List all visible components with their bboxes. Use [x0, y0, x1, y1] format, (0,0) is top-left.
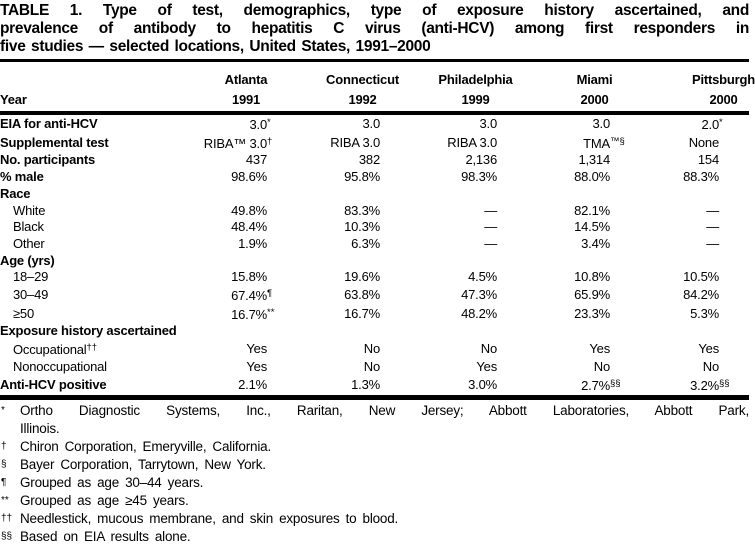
title-line: TABLE 1. Type of test, demographics, type of exposure history ascertained, and — [0, 2, 749, 19]
table-row — [0, 186, 749, 203]
footnote-marker: * — [1, 404, 5, 416]
data-cell — [509, 269, 622, 286]
footnote-text: Grouped as age ≥45 years. — [20, 492, 189, 508]
cell-value: No — [363, 358, 380, 374]
cell-value: 2.1% — [238, 376, 267, 392]
data-cell — [622, 286, 749, 305]
cell-value: 5.3% — [690, 305, 719, 321]
row-label — [0, 219, 161, 236]
cell-value: 2,136 — [465, 152, 497, 168]
empty-cell — [279, 186, 392, 203]
city-label: Atlanta — [224, 72, 268, 87]
empty-cell — [279, 323, 392, 340]
row-label-text: Race — [0, 185, 31, 201]
data-cell — [279, 286, 392, 305]
row-label-text: Age (yrs) — [0, 252, 55, 268]
cell-value: 3.4% — [581, 235, 610, 251]
cell-value: No — [363, 341, 380, 357]
cell-value: 3.0 — [592, 116, 610, 131]
cell-value: Yes — [698, 341, 719, 357]
header-row-cities — [0, 62, 749, 91]
hcv-prevalence-table — [0, 62, 755, 400]
cell-value: 48.4% — [231, 219, 267, 235]
cell-value: No — [480, 341, 497, 357]
footnote — [0, 456, 749, 474]
data-cell — [161, 376, 279, 398]
footnote — [0, 528, 749, 546]
data-cell: TMA™§ — [583, 135, 625, 151]
column-header-year — [622, 91, 749, 113]
cell-value: 49.8% — [231, 202, 267, 218]
cell-value: 84.2% — [683, 287, 719, 303]
cell-value: TMA — [583, 135, 610, 151]
empty-cell — [622, 323, 749, 340]
table-row — [0, 376, 749, 398]
row-label-text: ≥50 — [13, 305, 34, 321]
column-header-philadelphia — [392, 62, 513, 91]
header-row-years — [0, 91, 749, 113]
data-cell — [161, 219, 279, 236]
row-label — [0, 169, 161, 186]
column-header-year — [161, 91, 279, 113]
data-cell — [509, 340, 622, 359]
row-label-text: Anti-HCV positive — [0, 376, 107, 392]
cell-value: — — [484, 219, 497, 235]
empty-cell — [509, 253, 622, 270]
cell-value: 16.7% — [344, 305, 380, 321]
footnote-text: Chiron Corporation, Emeryville, California. — [20, 438, 271, 454]
empty-cell — [279, 253, 392, 270]
empty-cell — [161, 323, 279, 340]
year-row-label: Year — [0, 91, 161, 113]
cell-value: 95.8% — [344, 169, 380, 185]
table-row — [0, 113, 749, 134]
cell-value: 98.6% — [231, 169, 267, 185]
data-cell: 2.0* — [701, 117, 723, 132]
table-row — [0, 286, 749, 305]
cell-value: 88.0% — [574, 169, 610, 185]
table-row — [0, 169, 749, 186]
row-label-text: Supplemental test — [0, 134, 109, 150]
column-header-year — [392, 91, 509, 113]
data-cell — [161, 359, 279, 376]
cell-value: RIBA™ 3.0 — [203, 135, 267, 151]
cell-value: 65.9% — [574, 287, 610, 303]
table-row — [0, 203, 749, 220]
data-cell — [161, 152, 279, 169]
row-label — [0, 134, 161, 153]
column-header-year — [279, 91, 392, 113]
footnote-marker: † — [1, 440, 7, 452]
data-cell — [392, 219, 509, 236]
table-row — [0, 219, 749, 236]
cell-value: 98.3% — [461, 169, 497, 185]
data-cell — [392, 340, 509, 359]
cell-value: No — [702, 358, 719, 374]
row-label: Occupational†† — [13, 342, 98, 358]
footnote-marker: †† — [1, 512, 13, 524]
data-cell — [161, 340, 279, 359]
footnote-text: Illinois. — [20, 420, 60, 436]
cell-value: None — [688, 134, 719, 150]
cell-value: 19.6% — [344, 269, 380, 285]
cell-value: RIBA 3.0 — [447, 134, 497, 150]
row-label — [0, 253, 161, 270]
cell-value: 382 — [358, 152, 380, 168]
table-row — [0, 340, 749, 359]
data-cell — [392, 376, 509, 398]
row-label — [0, 113, 161, 134]
data-cell — [509, 152, 622, 169]
data-cell — [279, 203, 392, 220]
cell-value: RIBA 3.0 — [330, 134, 380, 150]
data-cell — [279, 340, 392, 359]
row-label — [0, 359, 161, 376]
table-row — [0, 236, 749, 253]
year-label: 1999 — [461, 92, 490, 107]
cell-value: 88.3% — [683, 169, 719, 185]
row-label-text: White — [13, 202, 46, 218]
row-label — [0, 305, 161, 324]
data-cell — [279, 269, 392, 286]
cell-value: 437 — [245, 152, 267, 168]
row-label — [0, 269, 161, 286]
footnote-text: Ortho Diagnostic Systems, Inc., Raritan, New Jersey; Abbott Laboratories, Abbott Park, — [20, 402, 749, 418]
cell-value: 82.1% — [574, 202, 610, 218]
cell-value: 3.0 — [479, 116, 497, 131]
cell-value: — — [484, 202, 497, 218]
data-cell — [392, 203, 509, 220]
data-cell — [279, 305, 392, 324]
cell-value: No — [593, 358, 610, 374]
row-label-text: % male — [0, 169, 44, 185]
year-label: 2000 — [580, 92, 609, 107]
data-cell — [622, 219, 749, 236]
year-label: 1992 — [348, 92, 377, 107]
table-row — [0, 134, 749, 153]
data-cell — [622, 169, 749, 186]
data-cell — [392, 359, 509, 376]
data-cell — [392, 236, 509, 253]
data-cell: 67.4%¶ — [231, 288, 273, 304]
cell-value: 3.0 — [362, 116, 380, 131]
row-label-text: Other — [13, 235, 45, 251]
cell-value: — — [484, 235, 497, 251]
cell-value: Yes — [246, 358, 267, 374]
cell-value: — — [706, 219, 719, 235]
footnote-text: Bayer Corporation, Tarrytown, New York. — [20, 456, 266, 472]
data-cell — [161, 236, 279, 253]
empty-cell — [509, 323, 622, 340]
data-cell — [622, 359, 749, 376]
row-label-text: Exposure history ascertained — [0, 323, 177, 339]
data-cell — [509, 219, 622, 236]
table-row — [0, 152, 749, 169]
cell-value: 3.2% — [690, 377, 719, 393]
row-label — [0, 152, 161, 169]
cell-value: 23.3% — [574, 305, 610, 321]
cell-value: 3.0 — [249, 117, 267, 132]
cell-value: 6.3% — [351, 235, 380, 251]
data-cell — [392, 269, 509, 286]
cell-value: 2.0 — [701, 117, 719, 132]
footnote — [0, 492, 749, 510]
data-cell — [509, 286, 622, 305]
data-cell — [279, 134, 392, 153]
cell-value: 10.8% — [574, 269, 610, 285]
cell-value: 1,314 — [578, 152, 610, 168]
data-cell: 2.7%§§ — [509, 376, 622, 398]
row-label-text: Nonoccupational — [13, 358, 107, 374]
cell-value: 83.3% — [344, 202, 380, 218]
table-row — [0, 253, 749, 270]
footnote-text: Needlestick, mucous membrane, and skin exposures to blood. — [20, 510, 399, 526]
cell-value: 16.7% — [231, 306, 267, 322]
table-row — [0, 323, 749, 340]
empty-cell — [392, 323, 509, 340]
footnote-marker: ** — [1, 494, 9, 506]
column-header-pittsburgh — [622, 62, 755, 91]
data-cell — [392, 134, 509, 153]
title-line: prevalence of antibody to hepatitis C virus (anti-HCV) among first responders in — [0, 20, 749, 37]
cell-value: 1.3% — [351, 376, 380, 392]
cell-value: 67.4% — [231, 288, 267, 304]
row-label — [0, 286, 161, 305]
row-label — [0, 203, 161, 220]
data-cell — [509, 236, 622, 253]
data-cell: 16.7%** — [231, 306, 275, 322]
data-cell — [279, 169, 392, 186]
cell-value: Yes — [476, 358, 497, 374]
empty-cell — [509, 186, 622, 203]
row-label-text: Occupational — [13, 342, 87, 358]
data-cell — [622, 269, 749, 286]
row-label — [0, 236, 161, 253]
data-cell — [392, 113, 509, 134]
table-row — [0, 269, 749, 286]
table-row — [0, 359, 749, 376]
data-cell — [509, 305, 622, 324]
cell-value: 15.8% — [231, 269, 267, 285]
city-label: Philadelphia — [438, 72, 513, 87]
data-cell: RIBA™ 3.0† — [203, 135, 273, 151]
table-row — [0, 305, 749, 324]
title-line: five studies — selected locations, United States, 1991–2000 — [0, 38, 431, 55]
data-cell — [161, 203, 279, 220]
row-label — [0, 376, 161, 398]
data-cell: 3.2%§§ — [622, 376, 749, 398]
data-cell — [509, 359, 622, 376]
footnote-marker: ¶ — [1, 476, 7, 488]
empty-cell — [392, 253, 509, 270]
data-cell — [279, 152, 392, 169]
data-cell — [509, 203, 622, 220]
data-cell — [622, 203, 749, 220]
footnote — [0, 510, 749, 528]
footnote — [0, 438, 749, 456]
data-cell — [392, 152, 509, 169]
cell-value: 3.0% — [468, 376, 497, 392]
data-cell — [622, 236, 749, 253]
data-cell — [161, 169, 279, 186]
column-header-connecticut — [279, 62, 399, 91]
empty-cell — [161, 186, 279, 203]
cell-value: 14.5% — [574, 219, 610, 235]
data-cell — [622, 305, 749, 324]
row-label-text: EIA for anti-HCV — [0, 116, 98, 131]
cell-value: — — [706, 202, 719, 218]
cell-value: 10.5% — [683, 269, 719, 285]
cell-value: Yes — [589, 341, 610, 357]
data-cell — [622, 340, 749, 359]
data-cell — [279, 359, 392, 376]
cell-value: 2.7% — [581, 377, 610, 393]
row-label-text: No. participants — [0, 152, 96, 168]
data-cell — [161, 269, 279, 286]
cell-value: Yes — [246, 341, 267, 357]
empty-cell — [392, 186, 509, 203]
footnote — [0, 402, 749, 438]
column-header-miami — [509, 62, 622, 91]
cell-value: 47.3% — [461, 287, 497, 303]
data-cell — [279, 219, 392, 236]
data-cell — [392, 286, 509, 305]
row-label-text: 30–49 — [13, 287, 49, 303]
data-cell — [279, 236, 392, 253]
cell-value: — — [706, 235, 719, 251]
row-label-text: 18–29 — [13, 269, 49, 285]
column-header-atlanta — [161, 62, 279, 91]
data-cell — [392, 169, 509, 186]
footnote-text: Based on EIA results alone. — [20, 528, 191, 544]
cell-value: 63.8% — [344, 287, 380, 303]
footnote-marker: §§ — [1, 530, 13, 542]
city-label: Connecticut — [326, 72, 399, 87]
data-cell — [392, 305, 509, 324]
cell-value: 48.2% — [461, 305, 497, 321]
data-cell — [622, 152, 749, 169]
empty-cell — [622, 253, 749, 270]
footnote — [0, 474, 749, 492]
cell-value: 4.5% — [468, 269, 497, 285]
column-header-year — [509, 91, 622, 113]
empty-cell — [622, 186, 749, 203]
footnote-marker: § — [1, 458, 7, 470]
year-label: 2000 — [709, 92, 738, 107]
data-cell — [622, 134, 749, 153]
footnote-text: Grouped as age 30–44 years. — [20, 474, 204, 490]
data-cell — [509, 113, 622, 134]
data-cell — [279, 113, 392, 134]
header-corner-cell — [0, 62, 161, 91]
data-cell: 3.0* — [249, 117, 271, 132]
row-label — [0, 323, 177, 340]
cell-value: 10.3% — [344, 219, 380, 235]
cell-value: 1.9% — [238, 235, 267, 251]
row-label-text: Black — [13, 219, 44, 235]
cell-value: 154 — [697, 152, 719, 168]
city-label: Miami — [576, 72, 613, 87]
year-label: 1991 — [231, 92, 261, 107]
city-label: Pittsburgh — [692, 72, 755, 87]
data-cell — [279, 376, 392, 398]
footnotes — [0, 402, 749, 546]
data-cell — [509, 169, 622, 186]
empty-cell — [161, 253, 279, 270]
table-title — [0, 0, 749, 56]
row-label — [0, 186, 161, 203]
